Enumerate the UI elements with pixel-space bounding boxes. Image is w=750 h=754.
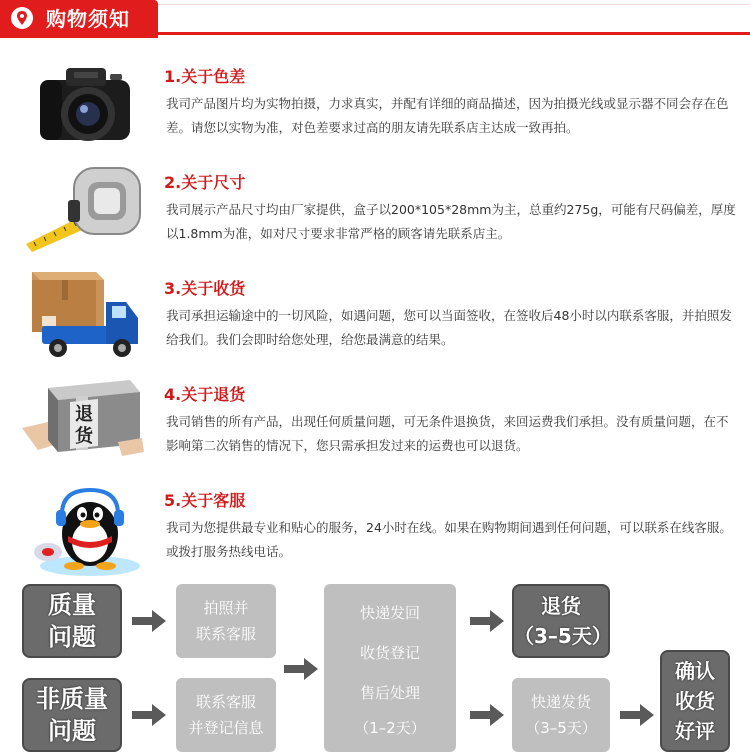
camera-icon — [18, 54, 148, 154]
arrow-right-icon — [132, 610, 166, 632]
header-tab — [0, 0, 158, 38]
section-color-difference — [0, 54, 750, 158]
section-heading: 3.关于收货 — [164, 279, 246, 298]
arrow-right-icon — [132, 704, 166, 726]
quality-issue-box: 质量 问题 — [22, 584, 122, 658]
contact-register-box: 联系客服 并登记信息 — [176, 678, 276, 752]
center-line: 快递发回 — [359, 604, 420, 622]
location-pin-icon — [10, 6, 34, 30]
return-box-icon — [18, 372, 148, 472]
return-processing-box — [324, 584, 456, 752]
express-ship-box: 快递发货 （3–5天） — [512, 678, 610, 752]
arrow-right-icon — [284, 658, 318, 680]
center-line: 售后处理 — [359, 684, 420, 702]
header-rule — [158, 32, 750, 35]
section-returns — [0, 372, 750, 476]
penguin-headset-icon — [18, 478, 148, 578]
section-text: 我司销售的所有产品，出现任何质量问题，可无条件退换货，来回运费我们承担。没有质量问题，在不影响第二次销售的情况下，您只需承担发过来的运费也可以退货。 — [166, 414, 729, 453]
section-text: 我司为您提供最专业和贴心的服务，24小时在线。如果在购物期间遇到任何问题，可以联系在线客服。或拨打服务热线电话。 — [166, 520, 732, 559]
arrow-right-icon — [620, 704, 654, 726]
delivery-truck-icon — [18, 266, 148, 366]
section-text: 我司承担运输途中的一切风险，如遇问题，您可以当面签收，在签收后48小时以内联系客服，并拍照发给我们。我们会即时给您处理，给您最满意的结果。 — [166, 308, 732, 347]
section-heading: 4.关于退货 — [164, 385, 246, 404]
return-goods-box: 退货 （3–5天） — [512, 584, 610, 658]
section-text: 我司展示产品尺寸均由厂家提供，盒子以200*105*28mm为主，总重约275g，可能有尺码偏差，厚度以1.8mm为准，如对尺寸要求非常严格的顾客请先联系店主。 — [166, 202, 736, 241]
arrow-right-icon — [470, 610, 504, 632]
page-title: 购物须知 — [46, 7, 130, 31]
confirm-receipt-box: 确认 收货 好评 — [660, 650, 730, 752]
arrow-right-icon — [470, 704, 504, 726]
return-box-label-2: 货 — [75, 426, 93, 447]
section-size — [0, 160, 750, 264]
photo-contact-box: 拍照并 联系客服 — [176, 584, 276, 658]
tape-measure-icon — [18, 160, 148, 260]
section-receiving — [0, 266, 750, 370]
section-heading: 5.关于客服 — [164, 491, 246, 510]
return-box-label-1: 退 — [75, 404, 93, 425]
center-line: 收货登记 — [359, 644, 420, 662]
section-customer-service — [0, 478, 750, 582]
non-quality-issue-box: 非质量 问题 — [22, 678, 122, 752]
section-heading: 1.关于色差 — [164, 67, 246, 86]
header-thin-line — [158, 4, 750, 5]
section-heading: 2.关于尺寸 — [164, 173, 246, 192]
section-text: 我司产品图片均为实物拍摄，力求真实，并配有详细的商品描述，因为拍摄光线或显示器不同会存在色差。请您以实物为准，对色差要求过高的朋友请先联系店主达成一致再拍。 — [166, 96, 729, 135]
page-header — [0, 0, 750, 38]
center-line: （1–2天） — [354, 719, 426, 737]
